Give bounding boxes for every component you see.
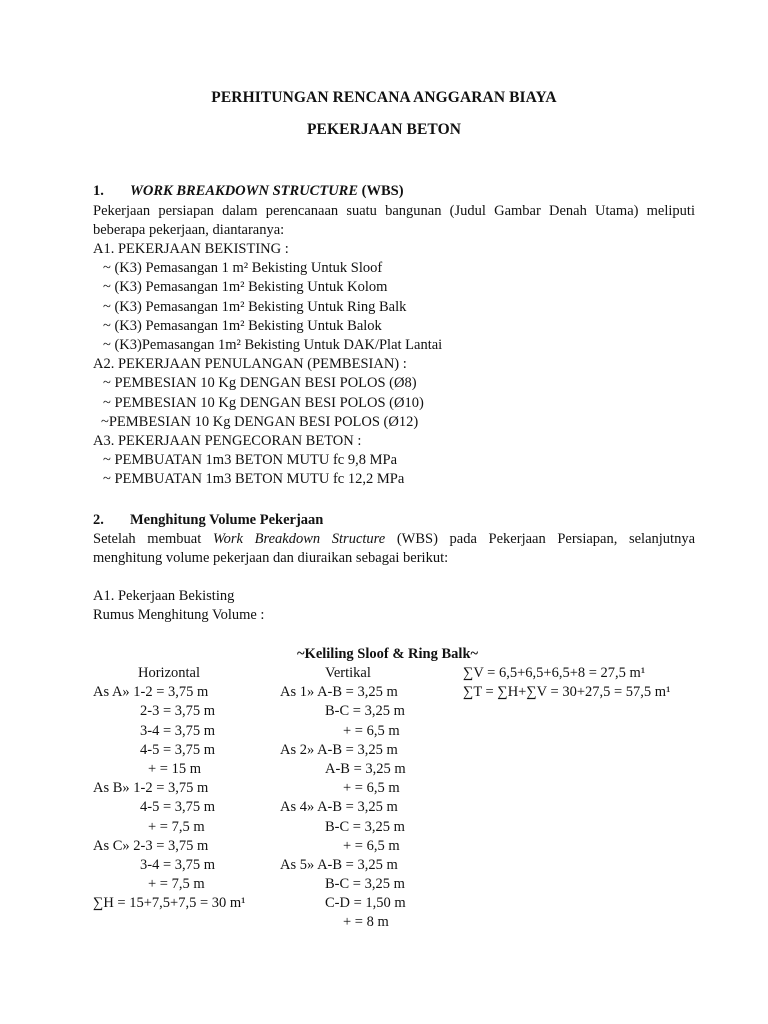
calc-line: 3-4 = 3,75 m (140, 722, 216, 739)
calc-line: 2-3 = 3,75 m (140, 703, 216, 720)
para-italic: Work Breakdown Structure (212, 531, 386, 547)
a3-heading: A3. PEKERJAAN PENGECORAN BETON : (93, 432, 362, 449)
calc-line: 3-4 = 3,75 m (140, 856, 216, 873)
list-item: ~ PEMBUATAN 1m3 BETON MUTU fc 9,8 MPa (103, 452, 398, 469)
calc-line: 4-5 = 3,75 m (140, 799, 216, 816)
section1-number: 1. (93, 183, 104, 199)
calc-line: + = 8 m (343, 914, 389, 931)
calc-line: As 4» A-B = 3,25 m (280, 799, 398, 816)
calc-line: B-C = 3,25 m (325, 703, 405, 720)
list-item: ~ PEMBESIAN 10 Kg DENGAN BESI POLOS (Ø8) (103, 375, 417, 392)
horizontal-column (93, 664, 273, 913)
section2-heading: Menghitung Volume Pekerjaan (130, 512, 324, 528)
section2-number: 2. (93, 512, 104, 528)
section1-paragraph-line2: beberapa pekerjaan, diantaranya: (93, 222, 285, 238)
calc-line: As B» 1-2 = 3,75 m (93, 780, 209, 797)
sum-v: ∑V = 6,5+6,5+6,5+8 = 27,5 m¹ (463, 665, 646, 681)
calc-line: As A» 1-2 = 3,75 m (93, 684, 209, 701)
a1-label: A1. Pekerjaan Bekisting (93, 588, 235, 604)
vertical-header: Vertikal (325, 665, 371, 681)
calc-line: B-C = 3,25 m (325, 876, 405, 893)
para-text: Setelah membuat (93, 531, 202, 547)
sum-h: ∑H = 15+7,5+7,5 = 30 m¹ (93, 895, 246, 912)
list-item: ~ (K3) Pemasangan 1m² Bekisting Untuk Kolom (103, 279, 388, 296)
horizontal-header: Horizontal (138, 665, 201, 681)
calc-line: As 2» A-B = 3,25 m (280, 741, 398, 758)
section1-heading-italic: WORK BREAKDOWN STRUCTURE (130, 183, 359, 199)
calc-line: + = 7,5 m (148, 876, 205, 893)
calc-line: + = 6,5 m (343, 780, 400, 797)
section2-paragraph-line1 (93, 530, 695, 549)
rumus-label: Rumus Menghitung Volume : (93, 607, 265, 623)
a2-heading: A2. PEKERJAAN PENULANGAN (PEMBESIAN) : (93, 356, 407, 373)
list-item: ~ (K3) Pemasangan 1m² Bekisting Untuk Balok (103, 317, 382, 334)
calc-line: 4-5 = 3,75 m (140, 741, 216, 758)
calc-line: B-C = 3,25 m (325, 818, 405, 835)
list-item: ~ (K3) Pemasangan 1 m² Bekisting Untuk Sloof (103, 260, 383, 277)
wbs-list (93, 240, 442, 489)
title-line-2: PEKERJAAN BETON (306, 121, 462, 138)
subheading: ~Keliling Sloof & Ring Balk~ (297, 646, 479, 662)
calc-line: + = 7,5 m (148, 818, 205, 835)
calc-line: As 5» A-B = 3,25 m (280, 856, 398, 873)
list-item: ~ (K3)Pemasangan 1m² Bekisting Untuk DAK/Plat Lantai (103, 336, 443, 353)
list-item: ~ (K3) Pemasangan 1m² Bekisting Untuk Ring Balk (103, 298, 407, 315)
list-item: ~ PEMBESIAN 10 Kg DENGAN BESI POLOS (Ø10) (103, 394, 424, 411)
calc-line: A-B = 3,25 m (325, 760, 406, 777)
totals-column (463, 664, 703, 702)
list-item: ~ PEMBUATAN 1m3 BETON MUTU fc 12,2 MPa (103, 471, 405, 488)
calc-line: As C» 2-3 = 3,75 m (93, 837, 209, 854)
title-line-1: PERHITUNGAN RENCANA ANGGARAN BIAYA (211, 89, 557, 106)
a1-heading: A1. PEKERJAAN BEKISTING : (93, 241, 289, 257)
section1-paragraph-line1: Pekerjaan persiapan dalam perencanaan suatu bangunan (Judul Gambar Denah Utama) meliputi (93, 203, 695, 219)
vertical-column (280, 664, 460, 933)
calc-line: + = 6,5 m (343, 722, 400, 739)
calc-line: + = 6,5 m (343, 837, 400, 854)
list-item: ~PEMBESIAN 10 Kg DENGAN BESI POLOS (Ø12) (101, 413, 419, 430)
section2-paragraph-line2: menghitung volume pekerjaan dan diuraikan sebagai berikut: (93, 550, 449, 566)
section1-heading (130, 182, 404, 201)
sum-t: ∑T = ∑H+∑V = 30+27,5 = 57,5 m¹ (463, 684, 671, 701)
section1-heading-suffix: (WBS) (361, 183, 404, 199)
calc-line: + = 15 m (148, 760, 202, 777)
calc-line: As 1» A-B = 3,25 m (280, 684, 398, 701)
para-text: (WBS) pada Pekerjaan Persiapan, selanjutnya (396, 531, 696, 547)
calc-line: C-D = 1,50 m (325, 895, 406, 912)
